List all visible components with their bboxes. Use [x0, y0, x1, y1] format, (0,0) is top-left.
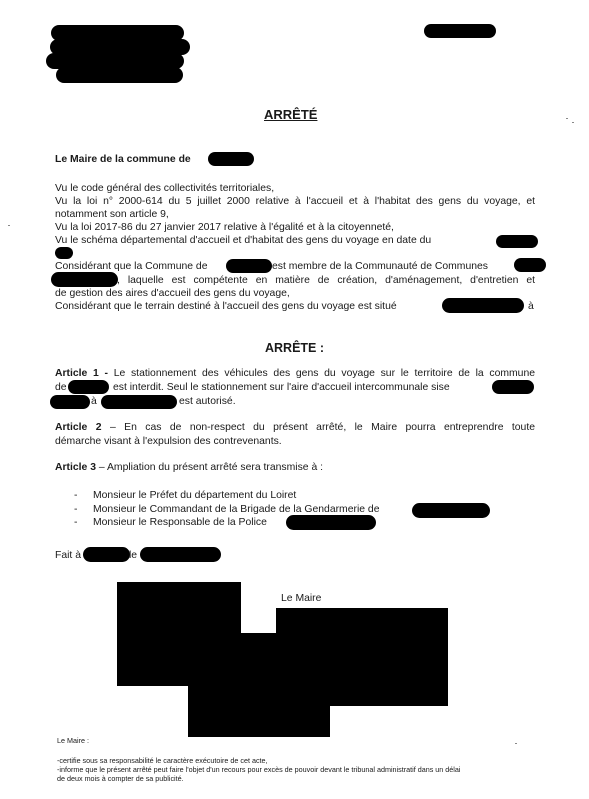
vu-line-5: Vu le schéma départemental d'accueil et d'habitat des gens du voyage en date du: [55, 235, 432, 246]
article2-text-1: – En cas de non-respect du présent arrêté, le Maire pourra entreprendre toute: [109, 422, 536, 433]
vu-line-1: Vu le code général des collectivités territoriales,: [55, 183, 275, 194]
considerant-1a: Considérant que la Commune de: [55, 261, 208, 272]
fait-le: le: [129, 550, 138, 561]
mayor-intro-text: Le Maire de la commune de: [55, 154, 191, 165]
article1-line-2a: de: [55, 382, 67, 393]
redacted-aire-commune: [101, 395, 177, 409]
vu-line-2: Vu la loi n° 2000-614 du 5 juillet 2000 relative à l'accueil et à l'habitat des gens du voyage, et: [55, 196, 535, 207]
redacted-commune-name-3: [68, 380, 109, 394]
redacted-aire-location: [492, 380, 534, 394]
considerant-line-1b: [272, 260, 488, 273]
recipient-2: Monsieur le Commandant de la Brigade de la Gendarmerie de: [93, 504, 380, 515]
considerant-line-4-end: à: [528, 301, 534, 312]
arrete-heading: ARRÊTE :: [265, 341, 325, 355]
redacted-fait-commune: [83, 547, 130, 562]
article1-label: Article 1 -: [55, 368, 108, 379]
scan-speck: [8, 225, 10, 226]
considerant-1b: est membre de la Communauté de Communes: [272, 261, 488, 272]
signature-label: Le Maire: [281, 593, 322, 604]
redacted-commune-name: [208, 152, 254, 166]
redacted-address-line-4: [56, 67, 183, 83]
redacted-aire-location-cont: [50, 395, 90, 409]
article1-text-1: Le stationnement des véhicules des gens du voyage sur le territoire de la commune: [113, 368, 536, 379]
document-title: ARRÊTÉ: [264, 107, 318, 122]
scan-speck: [566, 118, 568, 119]
article2-label: Article 2: [55, 422, 102, 433]
article1-line-3a: à: [91, 396, 97, 407]
redacted-commune-name-2: [226, 259, 272, 273]
redacted-schema-date-cont: [55, 247, 73, 259]
recipient-dash-1: -: [74, 490, 78, 501]
redacted-signature-center: [240, 633, 280, 686]
redacted-stamp-left: [117, 582, 241, 686]
redacted-reference: [424, 24, 496, 38]
recipient-dash-2: -: [74, 504, 78, 515]
considerant-line-3: de gestion des aires d'accueil des gens du voyage,: [55, 288, 290, 299]
footer-line-2: -informe que le présent arrêté peut faire l'objet d'un recours pour excès de pouvoir devant le tribunal administratif dans un délai: [57, 765, 461, 774]
redacted-signature-bottom: [188, 686, 330, 737]
fait-a: Fait à: [55, 550, 81, 561]
article3-line-1: [55, 461, 323, 474]
redacted-gendarmerie-location: [412, 503, 490, 518]
recipient-3: Monsieur le Responsable de la Police: [93, 517, 267, 528]
article3-text-1: – Ampliation du présent arrêté sera transmise à :: [98, 462, 323, 473]
footer-line-3: de deux mois à compter de sa publicité.: [57, 774, 184, 783]
scan-speck: [572, 122, 574, 123]
redacted-communaute: [514, 258, 546, 272]
mayor-intro: [55, 153, 191, 166]
considerant-line-2: , laquelle est compétente en matière de création, d'aménagement, d'entretien et: [117, 275, 535, 286]
redacted-schema-date: [496, 235, 538, 248]
article2-line-1: [55, 421, 535, 434]
article1-line-1: [55, 367, 535, 380]
considerant-line-4: Considérant que le terrain destiné à l'accueil des gens du voyage est situé: [55, 301, 397, 312]
redacted-fait-date: [140, 547, 221, 562]
footer-line-1: -certifie sous sa responsabilité le caractère exécutoire de cet acte,: [57, 756, 268, 765]
redacted-terrain-location: [442, 298, 524, 313]
scan-speck: [515, 743, 517, 744]
redacted-communaute-cont: [51, 272, 118, 287]
footer-heading: Le Maire :: [57, 736, 89, 745]
article1-line-3b: est autorisé.: [179, 396, 236, 407]
article3-label: Article 3: [55, 462, 97, 473]
recipient-dash-3: -: [74, 517, 78, 528]
redacted-police-location: [286, 515, 376, 530]
vu-line-4: Vu la loi 2017-86 du 27 janvier 2017 relative à l'égalité et à la citoyenneté,: [55, 222, 394, 233]
article2-line-2: démarche visant à l'expulsion des contrevenants.: [55, 436, 282, 447]
recipient-1: Monsieur le Préfet du département du Loiret: [93, 490, 297, 501]
vu-line-3: notamment son article 9,: [55, 209, 169, 220]
article1-line-2b: est interdit. Seul le stationnement sur l'aire d'accueil intercommunale sise: [113, 382, 450, 393]
